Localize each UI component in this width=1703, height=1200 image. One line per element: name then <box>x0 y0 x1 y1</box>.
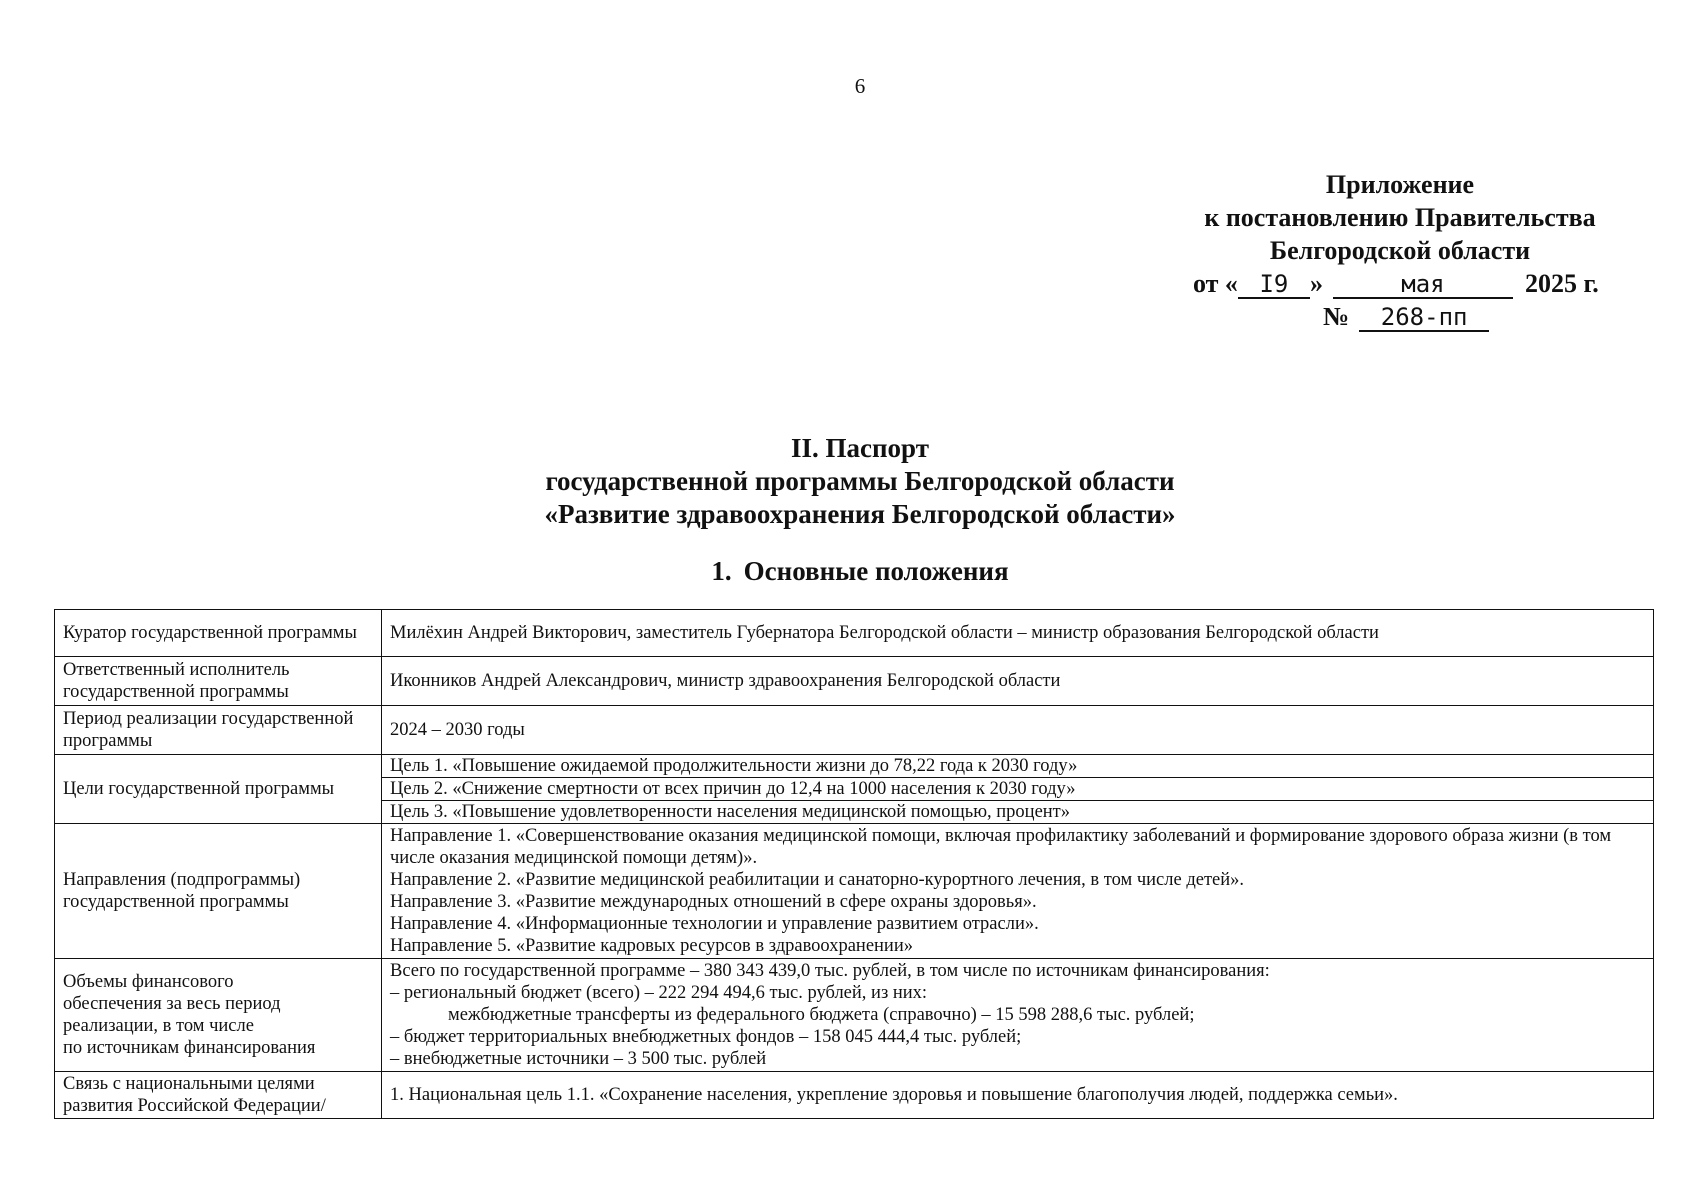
appendix-number-row <box>1150 300 1650 333</box>
executor-value: Иконников Андрей Александрович, министр здравоохранения Белгородской области <box>382 657 1654 706</box>
date-year: 2025 г. <box>1524 269 1599 298</box>
curator-label: Куратор государственной программы <box>55 610 382 657</box>
table-row-period <box>55 706 1654 755</box>
appendix-block <box>1150 168 1650 333</box>
document-title <box>0 432 1703 531</box>
national-goals-value: 1. Национальная цель 1.1. «Сохранение населения, укрепление здоровья и повышение благополучия людей, поддержка семьи». <box>382 1072 1654 1119</box>
number-sign: № <box>1323 302 1350 331</box>
national-goals-label <box>55 1072 382 1119</box>
table-row-national-goals <box>55 1072 1654 1119</box>
date-quote-close: » <box>1309 269 1323 298</box>
period-value: 2024 – 2030 годы <box>382 706 1654 755</box>
document-number-field: 268-пп <box>1359 304 1489 332</box>
title-line-2: государственной программы Белгородской области <box>545 466 1175 496</box>
period-label: Период реализации государственной программы <box>55 706 382 755</box>
funding-label-line: Объемы финансового <box>63 972 234 992</box>
date-prefix: от « <box>1193 269 1238 298</box>
funding-regional: – региональный бюджет (всего) – 222 294 494,6 тыс. рублей, из них: <box>390 983 928 1003</box>
goal-1: Цель 1. «Повышение ожидаемой продолжительности жизни до 78,22 года к 2030 году» <box>382 755 1654 778</box>
funding-label-line: реализации, в том числе <box>63 1016 254 1036</box>
appendix-line-2: к постановлению Правительства <box>1204 203 1596 232</box>
section-heading <box>0 556 1703 587</box>
funding-extrabudgetary-sources: – внебюджетные источники – 3 500 тыс. рублей <box>390 1049 767 1069</box>
funding-extrabudgetary-funds: – бюджет территориальных внебюджетных фондов – 158 045 444,4 тыс. рублей; <box>390 1027 1022 1047</box>
title-line-3: «Развитие здравоохранения Белгородской области» <box>544 499 1176 529</box>
executor-label: Ответственный исполнитель государственной программы <box>55 657 382 706</box>
section-number: 1. <box>711 556 732 586</box>
section-title-text: Основные положения <box>743 556 1009 586</box>
table-row-goal-1 <box>55 755 1654 778</box>
direction-5: Направление 5. «Развитие кадровых ресурсов в здравоохранении» <box>390 936 913 956</box>
direction-1: Направление 1. «Совершенствование оказания медицинской помощи, включая профилактику заболеваний и формирование здорового образа жизни (в том числе оказания медицинской помощи детям)». <box>390 826 1612 868</box>
funding-label-line: обеспечения за весь период <box>63 994 281 1014</box>
national-goals-label-line: Связь с национальными целями <box>63 1074 315 1094</box>
table-row-funding <box>55 959 1654 1072</box>
date-day-field: I9 <box>1238 271 1310 299</box>
funding-total: Всего по государственной программе – 380 343 439,0 тыс. рублей, в том числе по источникам финансирования: <box>390 961 1270 981</box>
funding-label <box>55 959 382 1072</box>
directions-label: Направления (подпрограммы) государственной программы <box>55 824 382 959</box>
directions-value <box>382 824 1654 959</box>
curator-value: Милёхин Андрей Викторович, заместитель Губернатора Белгородской области – министр образования Белгородской области <box>382 610 1654 657</box>
appendix-line-3: Белгородской области <box>1269 236 1531 265</box>
goal-3: Цель 3. «Повышение удовлетворенности населения медицинской помощью, процент» <box>382 801 1654 824</box>
direction-3: Направление 3. «Развитие международных отношений в сфере охраны здоровья». <box>390 892 1037 912</box>
table-row-directions <box>55 824 1654 959</box>
appendix-title: Приложение <box>1325 170 1475 199</box>
goals-label: Цели государственной программы <box>55 755 382 824</box>
funding-federal-transfers: межбюджетные трансферты из федерального бюджета (справочно) – 15 598 288,6 тыс. рублей; <box>448 1005 1195 1025</box>
funding-value <box>382 959 1654 1072</box>
table-row-executor <box>55 657 1654 706</box>
goal-2: Цель 2. «Снижение смертности от всех причин до 12,4 на 1000 населения к 2030 году» <box>382 778 1654 801</box>
title-line-1: II. Паспорт <box>791 433 929 463</box>
direction-2: Направление 2. «Развитие медицинской реабилитации и санаторно-курортного лечения, в том числе детей». <box>390 870 1245 890</box>
page-number: 6 <box>854 74 866 98</box>
national-goals-label-line: развития Российской Федерации/ <box>63 1096 326 1116</box>
date-month-field: мая <box>1333 271 1513 299</box>
direction-4: Направление 4. «Информационные технологии и управление развитием отрасли». <box>390 914 1039 934</box>
table-row-curator <box>55 610 1654 657</box>
appendix-date-row <box>1150 267 1650 300</box>
funding-label-line: по источникам финансирования <box>63 1038 316 1058</box>
passport-table <box>54 609 1654 1119</box>
